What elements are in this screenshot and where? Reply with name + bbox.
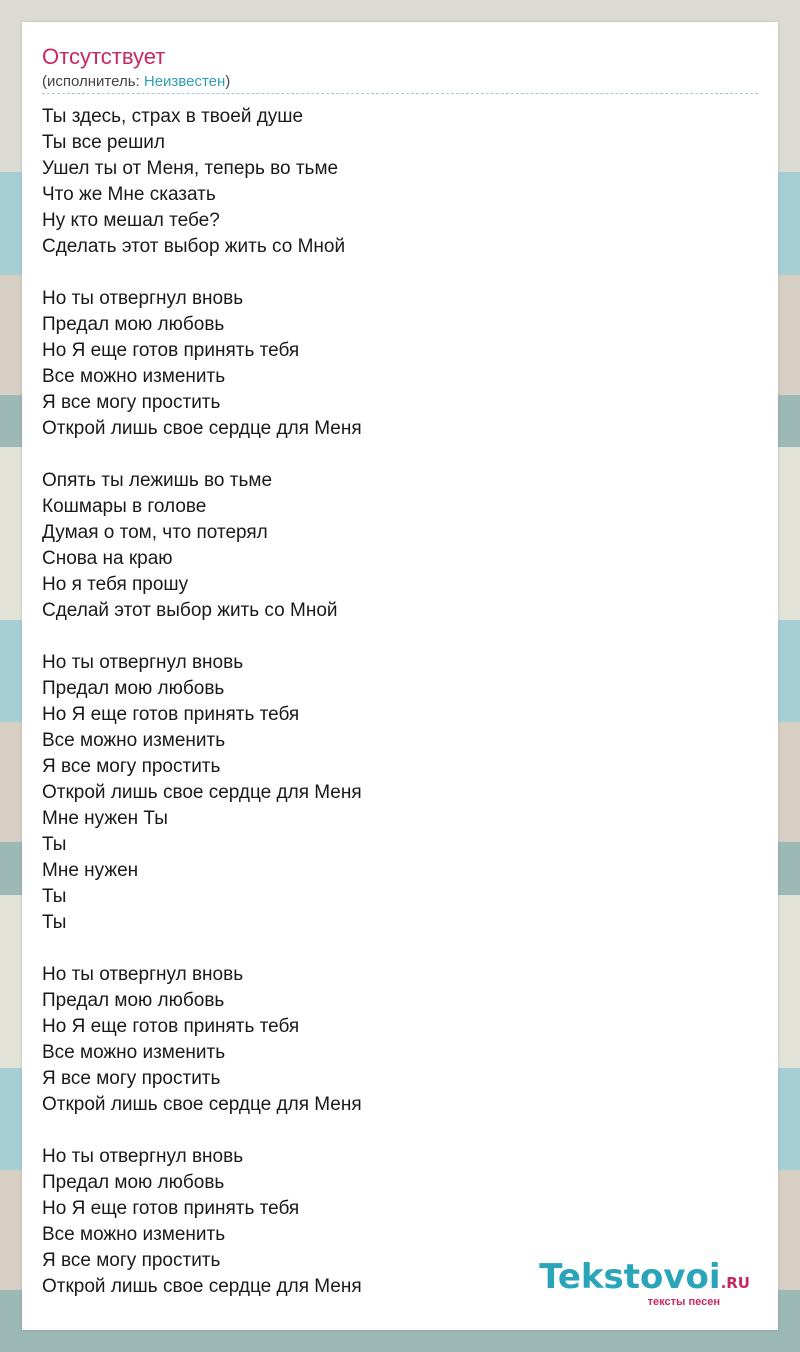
lyric-line: Ушел ты от Меня, теперь во тьме xyxy=(42,158,339,179)
lyric-line: Открой лишь свое сердце для Меня xyxy=(42,782,362,803)
lyric-line: Я все могу простить xyxy=(42,756,221,777)
lyric-line: Предал мою любовь xyxy=(42,314,225,335)
lyric-line: Но ты отвергнул вновь xyxy=(42,964,244,985)
lyric-line: Опять ты лежишь во тьме xyxy=(42,470,273,491)
lyric-line: Предал мою любовь xyxy=(42,1172,225,1193)
song-title: Отсутствует xyxy=(42,44,166,69)
stanza-break xyxy=(42,624,362,650)
logo-wordmark xyxy=(539,1257,750,1300)
lyric-line: Но Я еще готов принять тебя xyxy=(42,1198,300,1219)
lyric-line: Мне нужен xyxy=(42,860,139,881)
artist-link[interactable]: Неизвестен xyxy=(143,73,226,90)
lyric-line: Сделай этот выбор жить со Мной xyxy=(42,600,338,621)
lyric-line: Все можно изменить xyxy=(42,1224,226,1245)
lyric-line: Все можно изменить xyxy=(42,730,226,751)
lyric-line: Я все могу простить xyxy=(42,1250,221,1271)
lyric-line: Открой лишь свое сердце для Меня xyxy=(42,1094,362,1115)
stanza-break xyxy=(42,260,362,286)
lyric-line: Но Я еще готов принять тебя xyxy=(42,704,300,725)
lyric-line: Все можно изменить xyxy=(42,1042,226,1063)
divider xyxy=(42,93,758,94)
artist-line xyxy=(42,72,230,92)
lyric-line: Открой лишь свое сердце для Меня xyxy=(42,1276,362,1297)
lyric-line: Но ты отвергнул вновь xyxy=(42,652,244,673)
stanza-break xyxy=(42,442,362,468)
lyric-line: Предал мою любовь xyxy=(42,678,225,699)
lyric-line: Но ты отвергнул вновь xyxy=(42,1146,244,1167)
stanza-break xyxy=(42,1118,362,1144)
logo-tld: .RU xyxy=(720,1274,750,1292)
lyric-line: Думая о том, что потерял xyxy=(42,522,268,543)
lyric-line: Но ты отвергнул вновь xyxy=(42,288,244,309)
artist-prefix: (исполнитель: xyxy=(42,73,144,90)
lyric-line: Открой лишь свое сердце для Меня xyxy=(42,418,362,439)
lyric-line: Ну кто мешал тебе? xyxy=(42,210,220,231)
lyric-line: Все можно изменить xyxy=(42,366,226,387)
lyric-line: Предал мою любовь xyxy=(42,990,225,1011)
lyric-line: Кошмары в голове xyxy=(42,496,207,517)
logo-tagline: тексты песен xyxy=(647,1296,720,1308)
lyric-line: Ты здесь, страх в твоей душе xyxy=(42,106,304,127)
lyric-line: Ты xyxy=(42,886,67,907)
lyric-line: Но Я еще готов принять тебя xyxy=(42,1016,300,1037)
lyric-line: Что же Мне сказать xyxy=(42,184,216,205)
lyrics-text xyxy=(42,104,362,1300)
stanza-break xyxy=(42,936,362,962)
lyric-line: Ты xyxy=(42,912,67,933)
lyric-line: Я все могу простить xyxy=(42,1068,221,1089)
lyric-line: Но Я еще готов принять тебя xyxy=(42,340,300,361)
lyric-line: Сделать этот выбор жить со Мной xyxy=(42,236,346,257)
artist-suffix: ) xyxy=(225,73,231,90)
lyric-line: Ты xyxy=(42,834,67,855)
logo-name: Tekstovoi xyxy=(539,1257,721,1297)
lyric-line: Снова на краю xyxy=(42,548,173,569)
lyric-line: Но я тебя прошу xyxy=(42,574,189,595)
lyric-line: Я все могу простить xyxy=(42,392,221,413)
lyrics-card xyxy=(22,22,778,1330)
site-logo[interactable] xyxy=(539,1257,750,1308)
lyric-line: Мне нужен Ты xyxy=(42,808,168,829)
lyric-line: Ты все решил xyxy=(42,132,166,153)
